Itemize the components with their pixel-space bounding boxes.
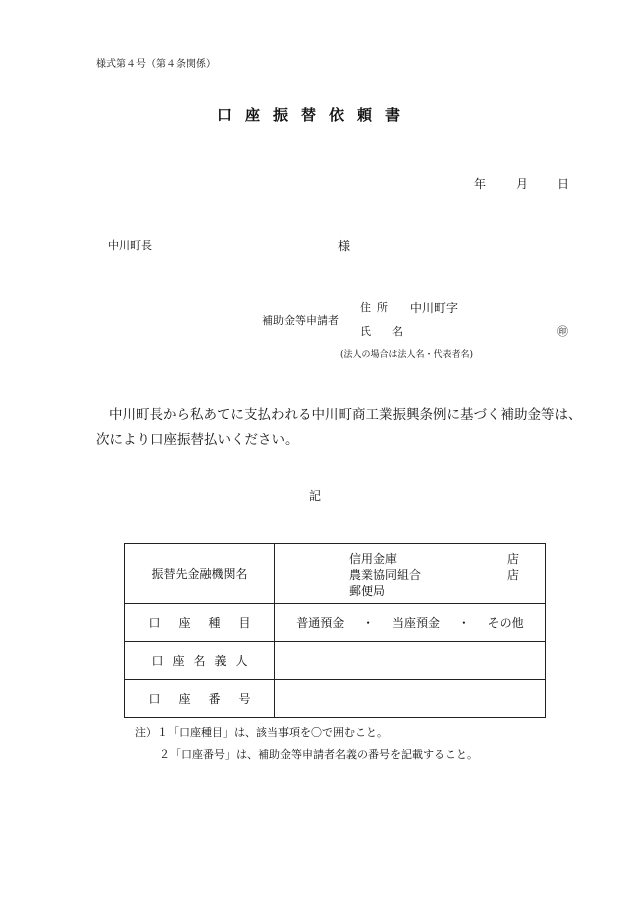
bank-name: 農業協同組合: [349, 567, 422, 582]
addressee-honorific: 様: [338, 239, 351, 253]
request-body-text: [96, 403, 591, 453]
date-year: 年: [474, 177, 487, 191]
account-type-options: [275, 604, 546, 642]
option-separator: ・: [362, 616, 375, 630]
account-type-label-cell: [125, 604, 275, 642]
account-type-option: 当座預金: [391, 616, 440, 630]
document-title: 口座振替依頼書: [216, 106, 413, 124]
number-value-cell: [275, 680, 546, 718]
number-label: 口座番号: [148, 692, 269, 706]
addressee-name: 中川町長: [108, 239, 152, 252]
holder-row: [125, 642, 546, 680]
notes: [135, 722, 478, 766]
institution-label-cell: [125, 544, 275, 604]
holder-label-cell: [125, 642, 275, 680]
institution-row: [125, 544, 546, 604]
holder-label: 口座名義人: [151, 654, 257, 668]
date-day: 日: [557, 177, 570, 191]
account-table: [124, 543, 546, 718]
address-value: 中川町字: [410, 301, 459, 315]
date-month: 月: [516, 177, 529, 191]
bank-name: 信用金庫: [349, 551, 398, 566]
note-item: 注）１「口座種目」は、該当事項を〇で囲むこと。: [135, 726, 388, 739]
account-type-option: その他: [487, 616, 524, 630]
bank-line-nokyo: [275, 566, 545, 582]
corporate-note: (法人の場合は法人名・代表者名): [340, 350, 474, 360]
seal-mark: ㊞: [557, 325, 568, 338]
form-number: 様式第４号（第４条関係）: [96, 59, 216, 70]
account-type-option: 普通預金: [296, 616, 345, 630]
applicant-label: 補助金等申請者: [262, 314, 339, 327]
number-row: [125, 680, 546, 718]
ki-heading: 記: [308, 489, 321, 503]
account-type-row: [125, 604, 546, 642]
address-label: 住所: [360, 301, 394, 314]
institution-value-cell: [275, 544, 546, 604]
bank-suffix: 店: [507, 567, 520, 582]
body-text-content: 中川町長から私あてに支払われる中川町商工業振興条例に基づく補助金等は、次により口座振替払いください。: [96, 407, 582, 448]
institution-label: 振替先金融機関名: [151, 567, 248, 581]
bank-line-shinkin: [275, 550, 545, 566]
account-type-label: 口座種目: [148, 616, 269, 630]
option-separator: ・: [457, 616, 470, 630]
bank-suffix: 店: [507, 551, 520, 566]
name-label: 氏名: [360, 325, 424, 338]
bank-line-post: [275, 582, 545, 598]
bank-name: 郵便局: [349, 583, 386, 598]
number-label-cell: [125, 680, 275, 718]
note-item: ２「口座番号」は、補助金等申請者名義の番号を記載すること。: [159, 748, 478, 761]
holder-value-cell: [275, 642, 546, 680]
